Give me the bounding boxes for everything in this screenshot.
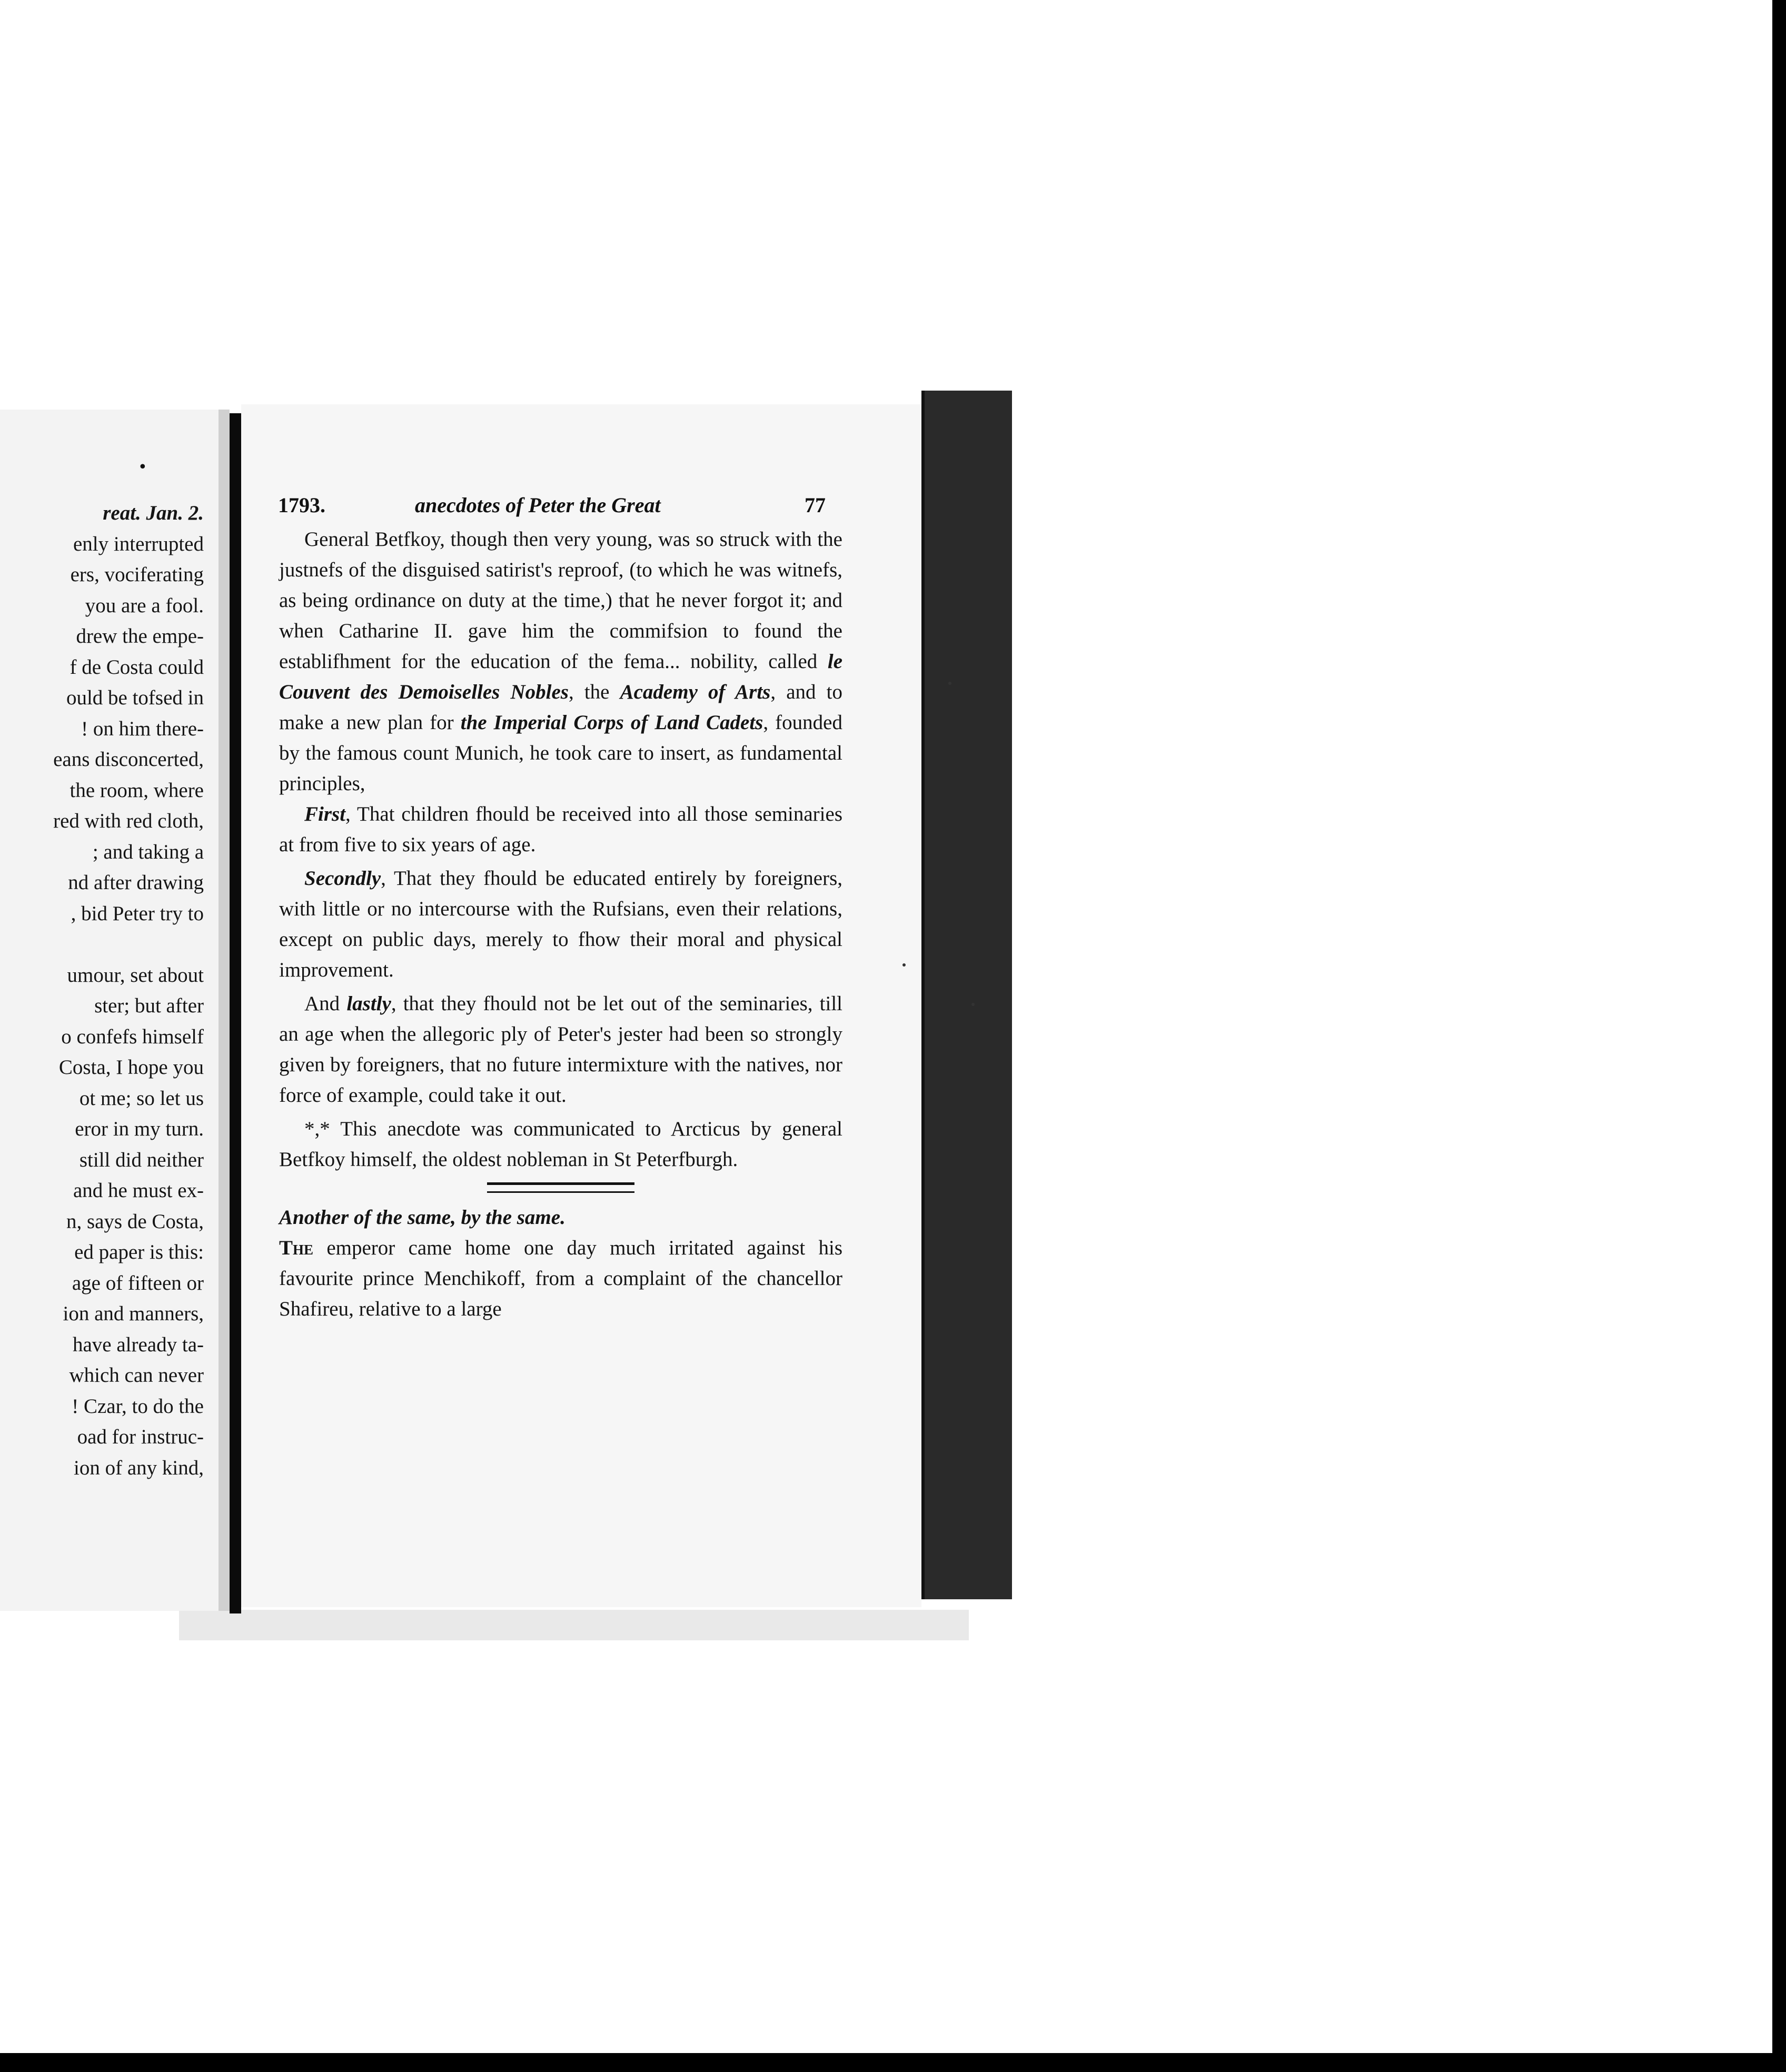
left-page-line: eans disconcerted, [53,748,204,771]
footnote: *,* This anecdote was communicated to Arcticus by general Betfkoy himself, the oldest nobleman in St Peterfburgh. [279,1118,842,1171]
page-number: 77 [805,493,826,517]
left-page-line [0,929,204,960]
left-page-line: ion of any kind, [74,1456,204,1479]
section-subhead: Another of the same, by the same. [279,1206,565,1229]
paragraph-secondly: Secondly, That they fhould be educated entirely by foreigners, with little or no intercourse with the Rufsians, even their relations, except on public days, merely to fhow their moral and physical improvement. [279,867,842,981]
left-page-line: f de Costa could [70,655,204,679]
left-page [0,410,219,1611]
gutter-shadow [219,410,230,1611]
running-head-title: anecdotes of Peter the Great [415,493,661,517]
left-page-line: ed paper is this: [74,1241,204,1263]
left-page-line: ! Czar, to do the [72,1394,204,1418]
left-page-line: Costa, I hope you [58,1056,204,1079]
book-gutter [230,413,241,1613]
left-page-line: the room, where [70,779,204,802]
running-head [278,493,826,522]
scan-frame-bottom [0,2053,1786,2072]
left-page-line: age of fifteen or [72,1271,204,1294]
left-page-line: ot me; so let us [79,1087,204,1110]
left-page-line: you are a fool. [85,594,204,617]
paragraph-lastly: And lastly, that they fhould not be let out of the seminaries, till an age when the allegoric ply of Peter's jester had been so strongly given by foreigners, that no future intermixture with the natives, nor force of example, could take it out. [279,992,842,1107]
paragraph-menchikoff: The emperor came home one day much irritated against his favourite prince Menchikoff, from a complaint of the chancellor Shafireu, relative to a large [279,1237,843,1320]
left-page-line: ster; but after [94,994,204,1017]
left-page-line: enly interrupted [73,532,204,555]
left-page-line: red with red cloth, [53,810,204,832]
left-page-line: which can never [69,1364,204,1387]
left-page-line: umour, set about [67,963,204,987]
italic-academy: Academy of Arts [620,681,771,703]
asterism: *,* [304,1118,330,1140]
left-page-line: and he must ex- [73,1179,204,1202]
scan-frame-right [1772,0,1786,2072]
left-page-line: eror in my turn. [75,1118,204,1140]
book-fore-edge [921,391,1012,1599]
left-page-line: , bid Peter try to [71,902,204,925]
left-page-line: drew the empe- [76,625,204,647]
left-running-head: reat. Jan. 2. [103,502,204,524]
left-page-line: ers, vociferating [70,563,204,586]
left-page-line: ion and manners, [63,1302,204,1325]
left-page-line: o confefs himself [61,1025,204,1048]
left-page-line: oad for instruc- [77,1426,204,1448]
italic-corps: the Imperial Corps of Land Cadets [460,711,763,734]
paragraph-first: First, That children fhould be received into all those seminaries at from five to six years of age. [279,803,842,856]
left-page-line: ! on him there- [81,717,204,740]
section-rule [487,1182,634,1193]
italic-convent: le Couvent des Demoiselles Nobles [279,650,843,703]
left-page-line: n, says de Costa, [66,1210,204,1233]
page-speck: • [138,458,147,476]
main-text [279,524,842,1324]
paragraph-betskoy: General Betfkoy, though then very young, was so struck with the justnefs of the disguised satirist's reproof, (to which he was witnefs, as being ordinance on duty at the time,) that he never forgot it; and when Catharine II. gave him the commifsion to found the establifhment for the education of the fema... nobility, called le Couvent des Demoiselles Nobles, the Academy of Arts, and to make a new plan for the Imperial Corps of Land Cadets, founded by the famous count Munich, he took care to insert, as fundamental principles, [279,528,843,795]
left-page-line: still did neither [79,1148,204,1171]
left-page-line: nd after drawing [68,871,204,894]
left-page-line: ; and taking a [92,840,204,863]
left-page-line: ould be tofsed in [66,686,204,709]
page-stack-bottom [179,1610,969,1640]
left-page-line: have already ta- [72,1333,204,1356]
left-page-text [0,498,204,1483]
running-head-year: 1793. [278,493,325,517]
